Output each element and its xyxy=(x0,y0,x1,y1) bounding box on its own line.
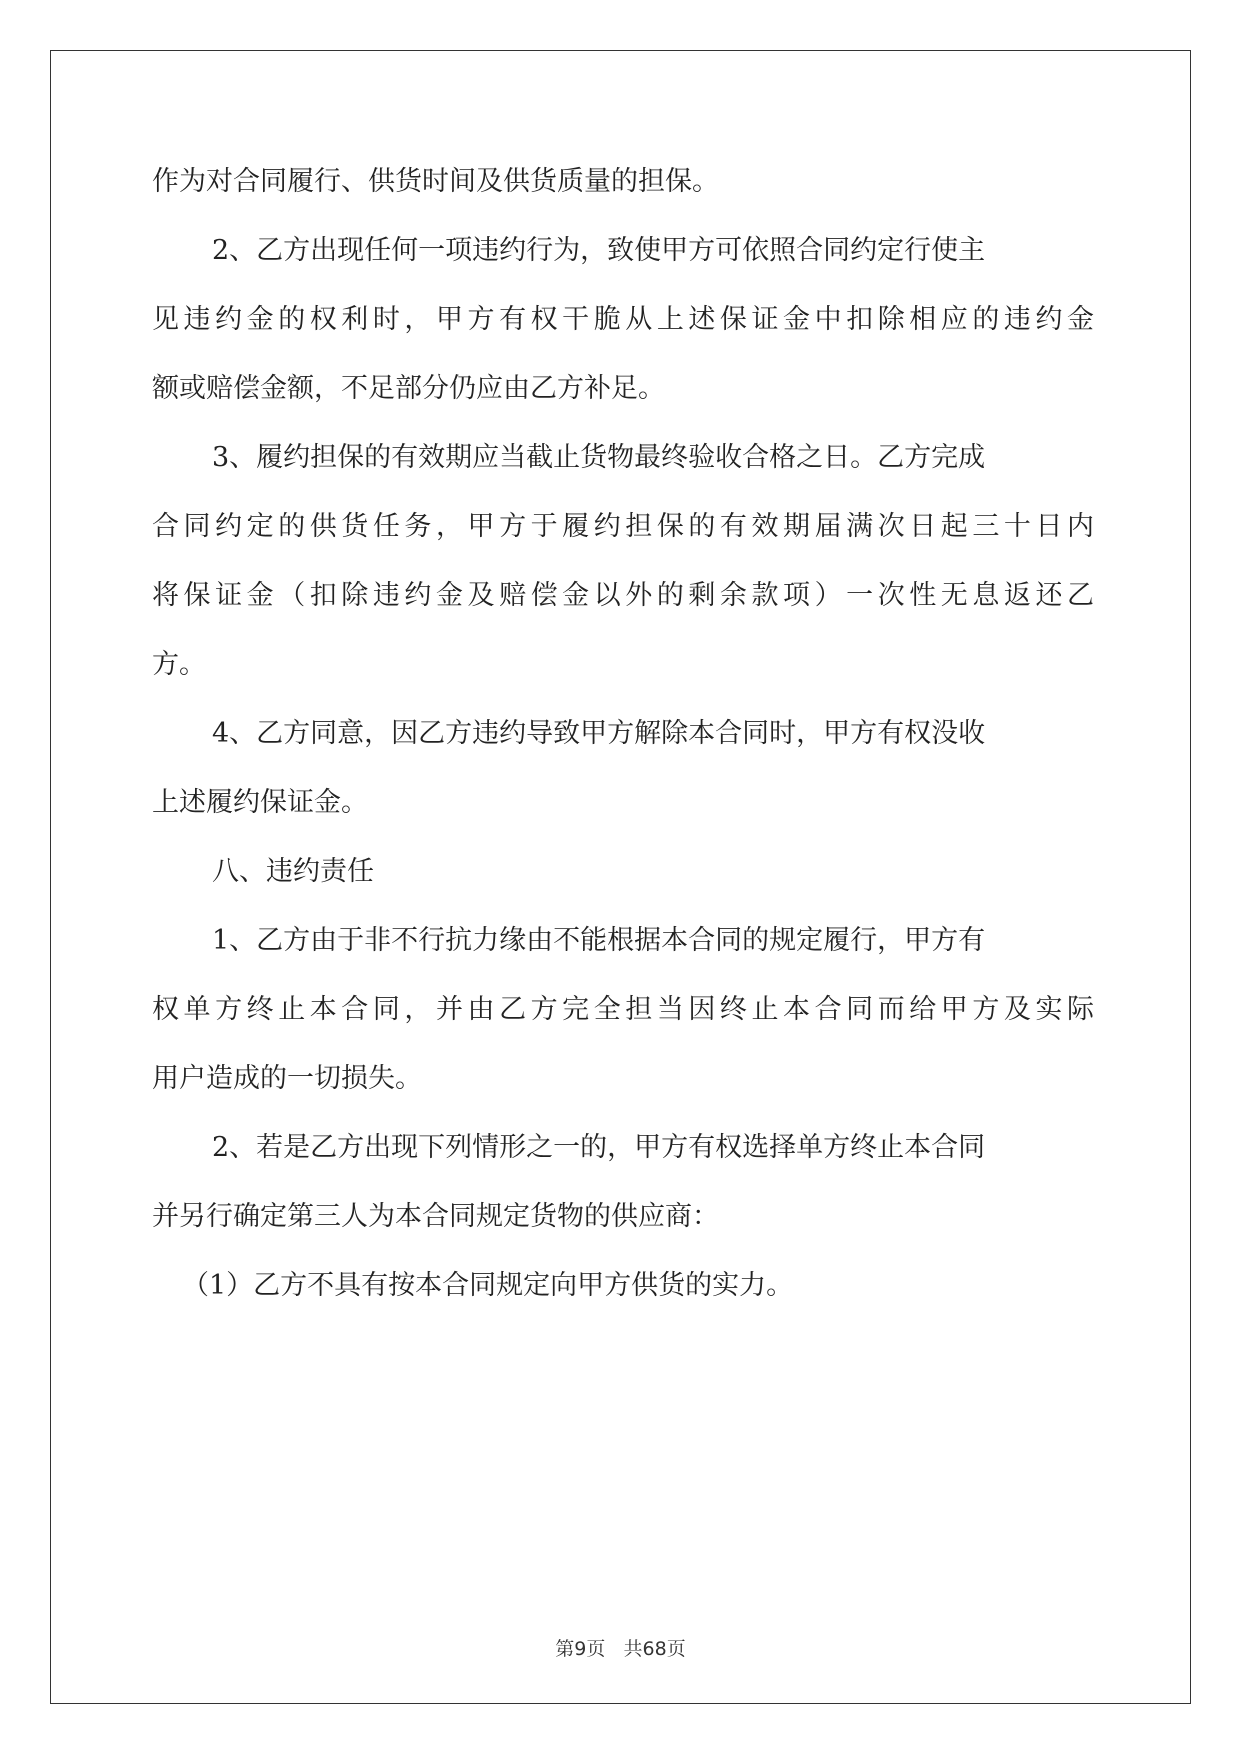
text-line: 2、乙方出现任何一项违约行为，致使甲方可依照合同约定行使主 xyxy=(212,235,986,266)
text-line: 1、乙方由于非不行抗力缘由不能根据本合同的规定履行，甲方有 xyxy=(212,925,986,956)
text-line: 4、乙方同意，因乙方违约导致甲方解除本合同时，甲方有权没收 xyxy=(212,718,986,749)
text-line: 上述履约保证金。 xyxy=(152,787,368,818)
page-number: 9 xyxy=(574,1638,587,1660)
text-line: 用户造成的一切损失。 xyxy=(152,1063,422,1094)
text-line: 并另行确定第三人为本合同规定货物的供应商： xyxy=(152,1201,719,1232)
section-heading: 八、违约责任 xyxy=(212,856,374,887)
page-footer xyxy=(0,1637,1241,1661)
text-line: 合同约定的供货任务，甲方于履约担保的有效期届满次日起三十日内 xyxy=(152,511,1094,542)
text-line: 权单方终止本合同，并由乙方完全担当因终止本合同而给甲方及实际 xyxy=(152,994,1094,1025)
text-line: 将保证金（扣除违约金及赔偿金以外的剩余款项）一次性无息返还乙 xyxy=(152,580,1094,611)
list-item: （1）乙方不具有按本合同规定向甲方供货的实力。 xyxy=(182,1270,794,1301)
text-line: 方。 xyxy=(152,649,206,680)
total-suffix: 页 xyxy=(666,1638,686,1660)
page-prefix: 第 xyxy=(555,1638,575,1660)
total-pages: 68 xyxy=(642,1638,667,1660)
text-line: 3、履约担保的有效期应当截止货物最终验收合格之日。乙方完成 xyxy=(212,442,986,473)
page-suffix: 页 xyxy=(586,1638,606,1660)
text-line: 额或赔偿金额，不足部分仍应由乙方补足。 xyxy=(152,373,665,404)
text-line: 作为对合同履行、供货时间及供货质量的担保。 xyxy=(152,166,719,197)
text-line: 2、若是乙方出现下列情形之一的，甲方有权选择单方终止本合同 xyxy=(212,1132,986,1163)
text-line: 见违约金的权利时，甲方有权干脆从上述保证金中扣除相应的违约金 xyxy=(152,304,1094,335)
total-prefix: 共 xyxy=(623,1638,643,1660)
